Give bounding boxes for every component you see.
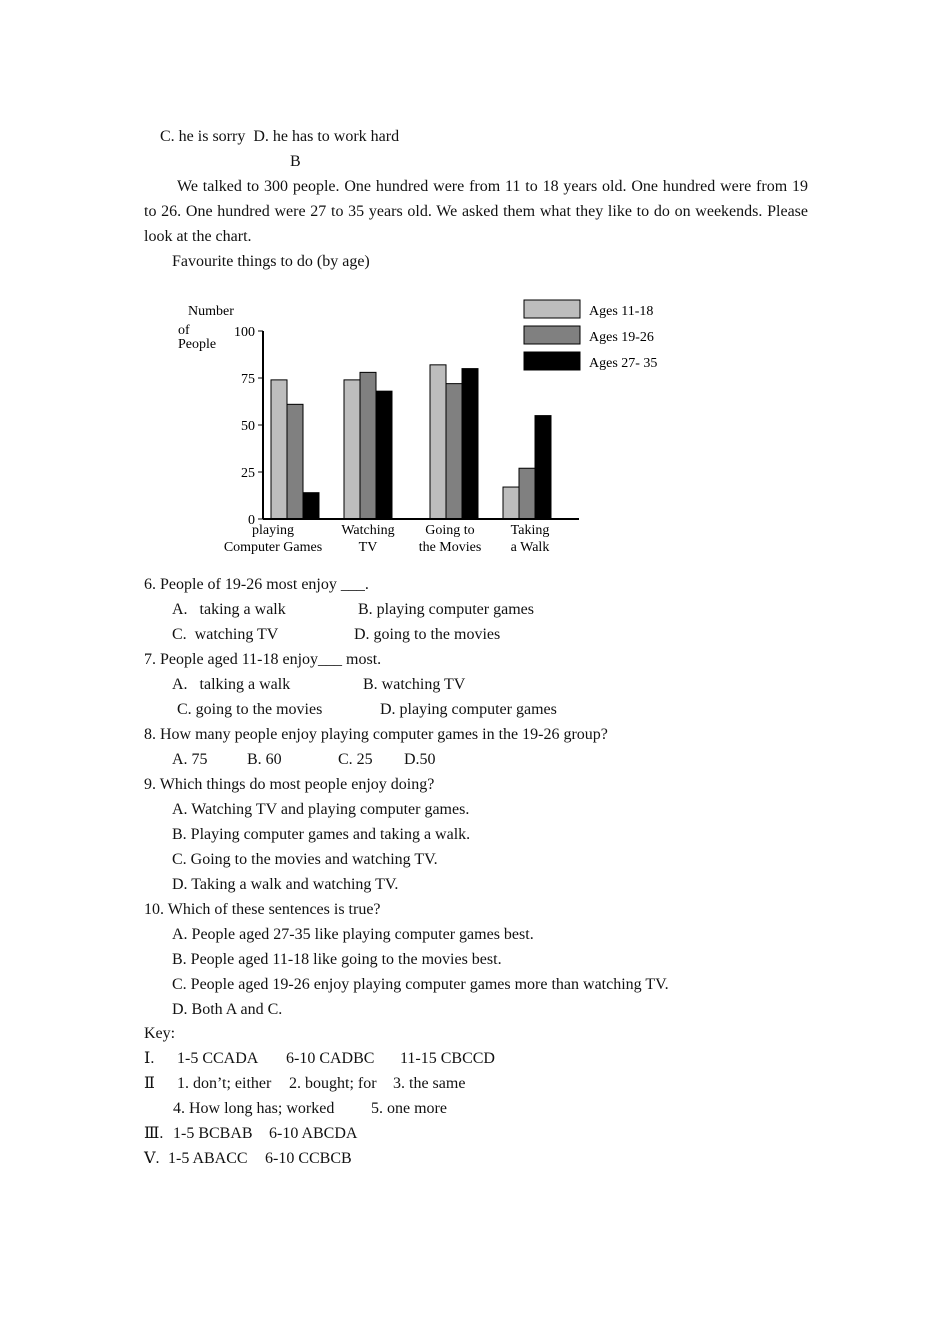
y-axis-label-line: People: [178, 337, 217, 352]
y-tick-label: 100: [234, 325, 255, 340]
legend-swatch: [524, 300, 580, 318]
key-5-label: Ⅴ.: [144, 1150, 160, 1167]
legend-label: Ages 27- 35: [589, 356, 658, 371]
question-6-option-d: D. going to the movies: [354, 626, 501, 643]
legend-swatch: [524, 352, 580, 370]
bar: [271, 380, 287, 519]
question-9-option-a: A. Watching TV and playing computer games.: [172, 801, 470, 818]
bar: [376, 391, 392, 519]
y-tick-label: 50: [241, 419, 255, 434]
question-10-option-c: C. People aged 19-26 enjoy playing computer games more than watching TV.: [172, 976, 669, 993]
bar-chart: [172, 290, 692, 565]
bar: [503, 487, 519, 519]
question-6-stem: 6. People of 19-26 most enjoy ___.: [144, 576, 369, 593]
key-1-label: Ⅰ.: [144, 1050, 155, 1067]
legend-label: Ages 11-18: [589, 304, 654, 319]
question-8-option-a: A. 75: [172, 751, 208, 768]
y-tick-label: 75: [241, 372, 255, 387]
question-10-option-b: B. People aged 11-18 like going to the movies best.: [172, 951, 502, 968]
key-3-answers-a: 1-5 BCBAB: [173, 1125, 253, 1142]
bar: [535, 416, 551, 519]
question-8-option-c: C. 25: [338, 751, 373, 768]
question-8-option-d: D.50: [404, 751, 436, 768]
legend-label: Ages 19-26: [589, 330, 654, 345]
y-tick-label: 25: [241, 466, 255, 481]
question-7-stem: 7. People aged 11-18 enjoy___ most.: [144, 651, 382, 668]
key-title: Key:: [144, 1025, 176, 1042]
question-6-option-c: C. watching TV: [172, 626, 279, 643]
question-6-option-b: B. playing computer games: [358, 601, 534, 618]
question-8-option-b: B. 60: [247, 751, 282, 768]
question-6-option-a: A. taking a walk: [172, 601, 286, 618]
x-tick-label: Taking: [510, 523, 550, 538]
question-9-option-d: D. Taking a walk and watching TV.: [172, 876, 399, 893]
bar: [430, 365, 446, 519]
question-7-option-b: B. watching TV: [363, 676, 466, 693]
question-7-option-d: D. playing computer games: [380, 701, 557, 718]
question-7-option-a: A. talking a walk: [172, 676, 291, 693]
bar: [344, 380, 360, 519]
y-axis-label-line: of: [178, 323, 190, 338]
key-2-answer-5: 5. one more: [371, 1100, 447, 1117]
question-8-stem: 8. How many people enjoy playing computer games in the 19-26 group?: [144, 726, 608, 743]
y-axis-label: [178, 304, 234, 352]
key-1-answers-a: 1-5 CCADA: [177, 1050, 259, 1067]
reading-passage: We talked to 300 people. One hundred were from 11 to 18 years old. One hundred were from 19 to 26. One hundred were 27 to 35 years old. We asked them what they like to do on weekends. Please look at the chart.: [144, 178, 808, 245]
x-tick-label: playing: [252, 523, 294, 538]
key-5-answers-b: 6-10 CCBCB: [265, 1150, 352, 1167]
x-tick-label: Watching: [341, 523, 395, 538]
x-axis-labels: [224, 523, 550, 555]
bar: [446, 384, 462, 519]
y-axis-label-line: Number: [188, 304, 234, 319]
x-tick-label: TV: [358, 540, 378, 555]
key-2-answer-3: 3. the same: [393, 1075, 466, 1092]
question-7-option-c: C. going to the movies: [177, 701, 323, 718]
bar: [462, 369, 478, 519]
chart-caption: Favourite things to do (by age): [172, 253, 370, 270]
x-tick-label: the Movies: [418, 540, 482, 555]
key-2-answer-4: 4. How long has; worked: [173, 1100, 335, 1117]
key-3-label: Ⅲ.: [144, 1125, 164, 1142]
question-10-stem: 10. Which of these sentences is true?: [144, 901, 381, 918]
question-9-option-c: C. Going to the movies and watching TV.: [172, 851, 438, 868]
x-tick-label: Computer Games: [223, 540, 323, 555]
key-1-answers-b: 6-10 CADBC: [286, 1050, 375, 1067]
legend-swatch: [524, 326, 580, 344]
key-3-answers-b: 6-10 ABCDA: [269, 1125, 358, 1142]
x-tick-label: a Walk: [510, 540, 550, 555]
key-5-answers-a: 1-5 ABACC: [168, 1150, 248, 1167]
key-1-answers-c: 11-15 CBCCD: [400, 1050, 495, 1067]
bars: [271, 365, 551, 519]
y-tick-label: 0: [248, 513, 255, 528]
section-letter: B: [290, 153, 301, 170]
key-2-answer-2: 2. bought; for: [289, 1075, 377, 1092]
bar: [287, 404, 303, 519]
question-10-option-a: A. People aged 27-35 like playing computer games best.: [172, 926, 534, 943]
question-10-option-d: D. Both A and C.: [172, 1001, 283, 1018]
previous-question-option: C. he is sorry D. he has to work hard: [160, 128, 400, 145]
question-9-stem: 9. Which things do most people enjoy doing?: [144, 776, 435, 793]
bar: [519, 468, 535, 519]
question-9-option-b: B. Playing computer games and taking a walk.: [172, 826, 471, 843]
bar: [303, 493, 319, 519]
key-2-label: Ⅱ: [144, 1075, 155, 1092]
key-2-answer-1: 1. don’t; either: [177, 1075, 272, 1092]
y-axis-ticks: [234, 325, 263, 528]
bar: [360, 372, 376, 519]
x-tick-label: Going to: [425, 523, 475, 538]
legend: [524, 300, 657, 371]
